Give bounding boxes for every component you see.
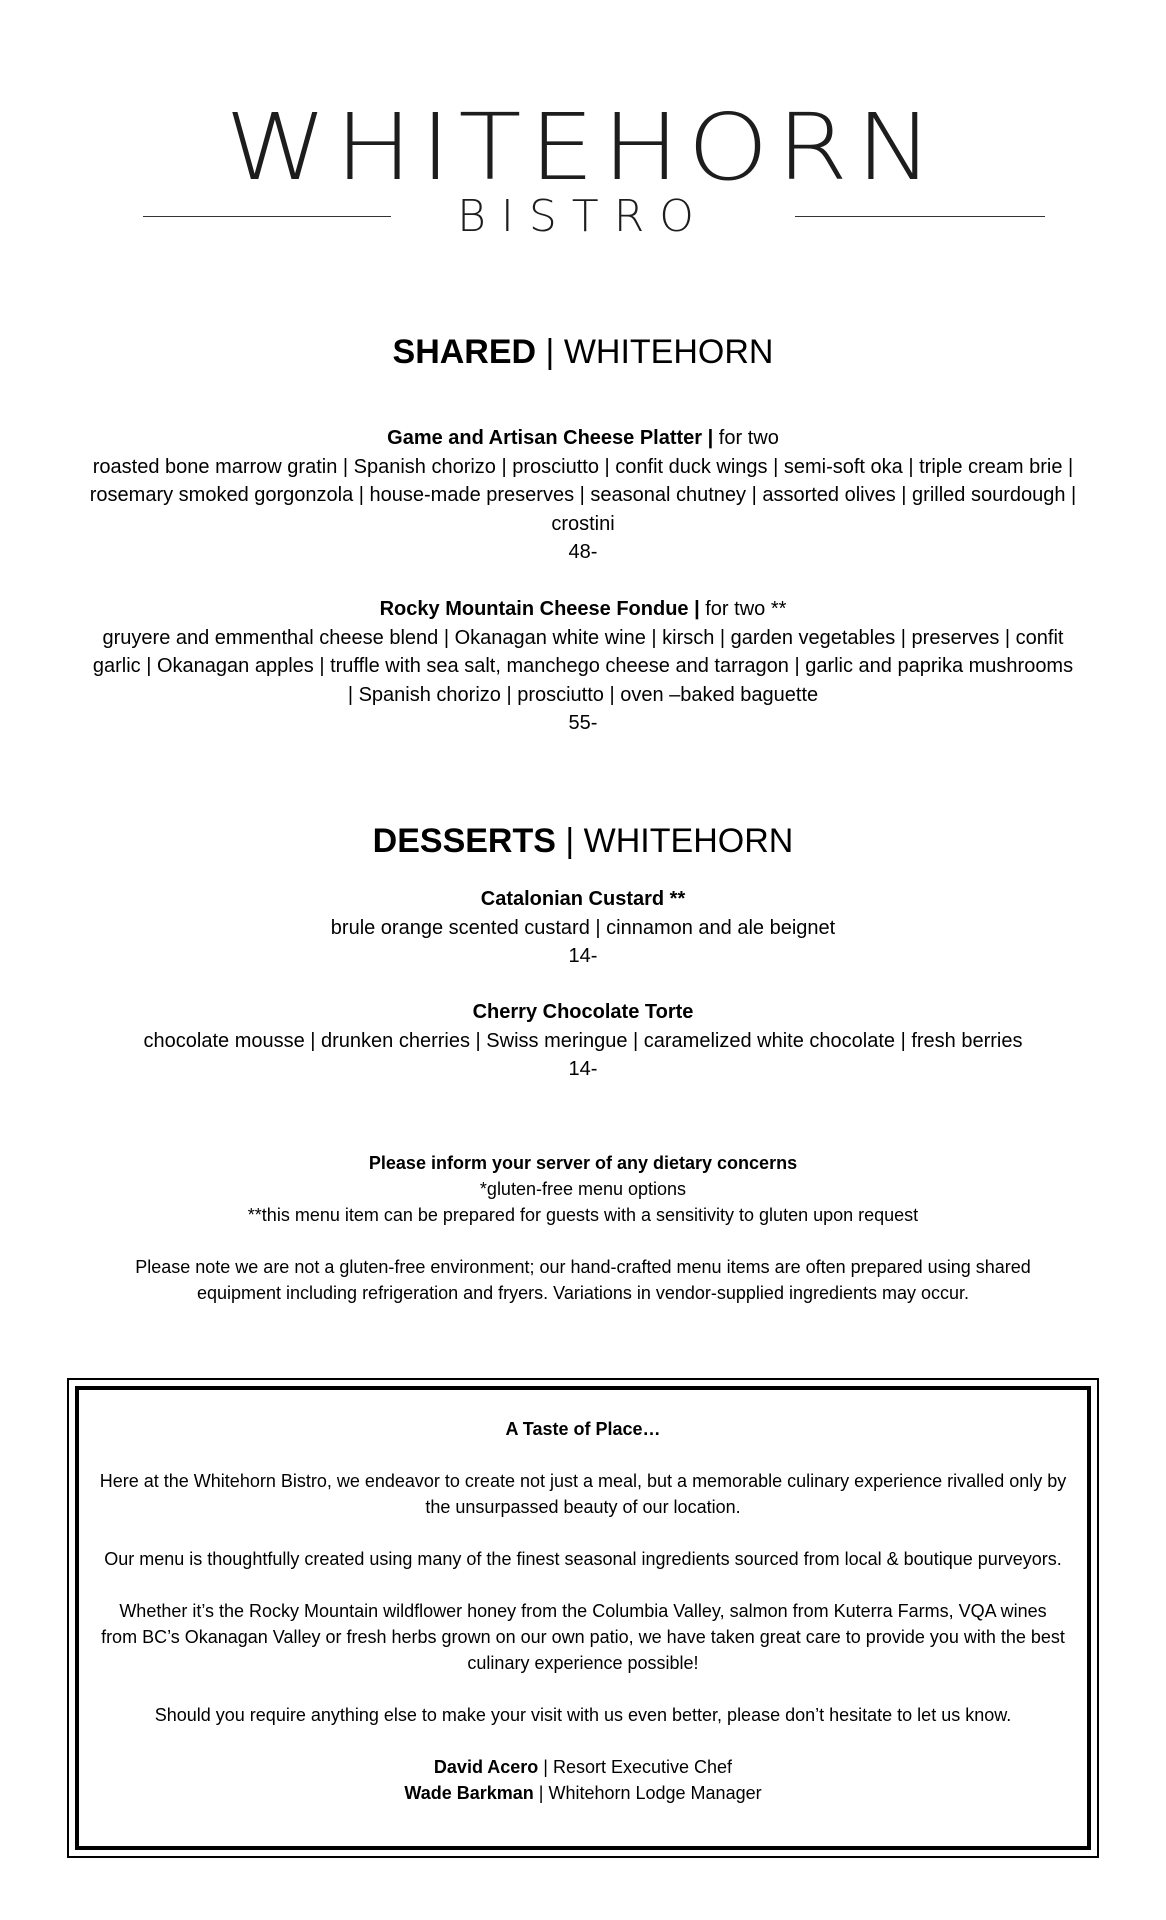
signature-name: Wade Barkman	[404, 1783, 534, 1803]
desserts-section	[0, 819, 1166, 863]
taste-of-place-content	[75, 1386, 1091, 1850]
restaurant-logo	[0, 94, 1166, 242]
shared-heading-bold: SHARED	[392, 333, 537, 371]
dietary-notes	[0, 1150, 1166, 1306]
menu-item-description: chocolate mousse | drunken cherries | Swiss meringue | caramelized white chocolate | fresh berries	[143, 1029, 1023, 1052]
signature-name: David Acero	[433, 1757, 539, 1777]
signature-chef	[99, 1754, 1067, 1780]
menu-item-note: for two **	[699, 598, 787, 620]
menu-item-name: Catalonian Custard **	[480, 888, 686, 910]
taste-paragraph: Here at the Whitehorn Bistro, we endeavor to create not just a meal, but a memorable culinary experience rivalled only by the unsurpassed beauty of our location.	[99, 1471, 1067, 1517]
menu-item	[0, 885, 1166, 971]
signature-manager	[99, 1780, 1067, 1806]
menu-item-title	[88, 595, 1078, 624]
signature-role: | Whitehorn Lodge Manager	[533, 1783, 762, 1803]
shared-section	[0, 330, 1166, 374]
menu-item-description: gruyere and emmenthal cheese blend | Okanagan white wine | kirsch | garden vegetables | preserves | confit garlic | Okanagan apples | truffle with sea salt, manchego cheese and tarragon | garlic and paprika mushrooms | Spanish chorizo | prosciutto | oven –baked baguette	[92, 626, 1074, 706]
taste-paragraph: Our menu is thoughtfully created using many of the finest seasonal ingredients sourced from local & boutique purveyors.	[104, 1549, 1062, 1569]
menu-item-note: for two	[713, 427, 779, 449]
menu-item-name: Cherry Chocolate Torte	[472, 1001, 694, 1023]
gluten-sensitivity-legend: **this menu item can be prepared for guests with a sensitivity to gluten upon request	[247, 1205, 919, 1225]
logo-divider-left	[143, 216, 391, 217]
gluten-free-legend: *gluten-free menu options	[479, 1179, 687, 1199]
menu-item-name: Rocky Mountain Cheese Fondue |	[379, 598, 700, 620]
menu-item-price: 55-	[568, 712, 598, 734]
signature-role: | Resort Executive Chef	[538, 1757, 733, 1777]
taste-paragraph: Whether it’s the Rocky Mountain wildflower honey from the Columbia Valley, salmon from Kuterra Farms, VQA wines from BC’s Okanagan Valley or fresh herbs grown on our own patio, we have taken great care to provide you with the best culinary experience possible!	[101, 1601, 1065, 1673]
menu-item-description: roasted bone marrow gratin | Spanish chorizo | prosciutto | confit duck wings | semi-soft oka | triple cream brie | rosemary smoked gorgonzola | house-made preserves | seasonal chutney | assorted olives | grilled sourdough | crostini	[89, 455, 1077, 535]
gluten-disclaimer: Please note we are not a gluten-free environment; our hand-crafted menu items are often prepared using shared equipment including refrigeration and fryers. Variations in vendor-supplied ingredients may occur.	[135, 1257, 1031, 1303]
taste-title: A Taste of Place…	[505, 1419, 661, 1439]
desserts-heading-bold: DESSERTS	[372, 822, 556, 860]
desserts-heading-rest: | WHITEHORN	[555, 822, 794, 860]
taste-of-place-box	[67, 1378, 1099, 1858]
logo-wordmark: WHITEHORN	[225, 94, 941, 201]
taste-paragraph: Should you require anything else to make your visit with us even better, please don’t hesitate to let us know.	[154, 1705, 1012, 1725]
menu-item-price: 48-	[568, 541, 598, 563]
menu-item-name: Game and Artisan Cheese Platter |	[387, 427, 714, 449]
menu-item-price: 14-	[568, 945, 598, 967]
dietary-notice: Please inform your server of any dietary concerns	[368, 1153, 798, 1173]
desserts-heading	[0, 819, 1166, 863]
menu-item	[0, 998, 1166, 1084]
menu-item	[0, 424, 1166, 567]
logo-divider-right	[795, 216, 1045, 217]
shared-heading-rest: | WHITEHORN	[536, 333, 774, 371]
menu-item	[0, 595, 1166, 738]
menu-item-title	[88, 424, 1078, 453]
logo-subtitle: BISTRO	[457, 191, 709, 242]
menu-item-description: brule orange scented custard | cinnamon and ale beignet	[330, 916, 836, 939]
menu-item-price: 14-	[568, 1058, 598, 1080]
shared-heading	[0, 330, 1166, 374]
